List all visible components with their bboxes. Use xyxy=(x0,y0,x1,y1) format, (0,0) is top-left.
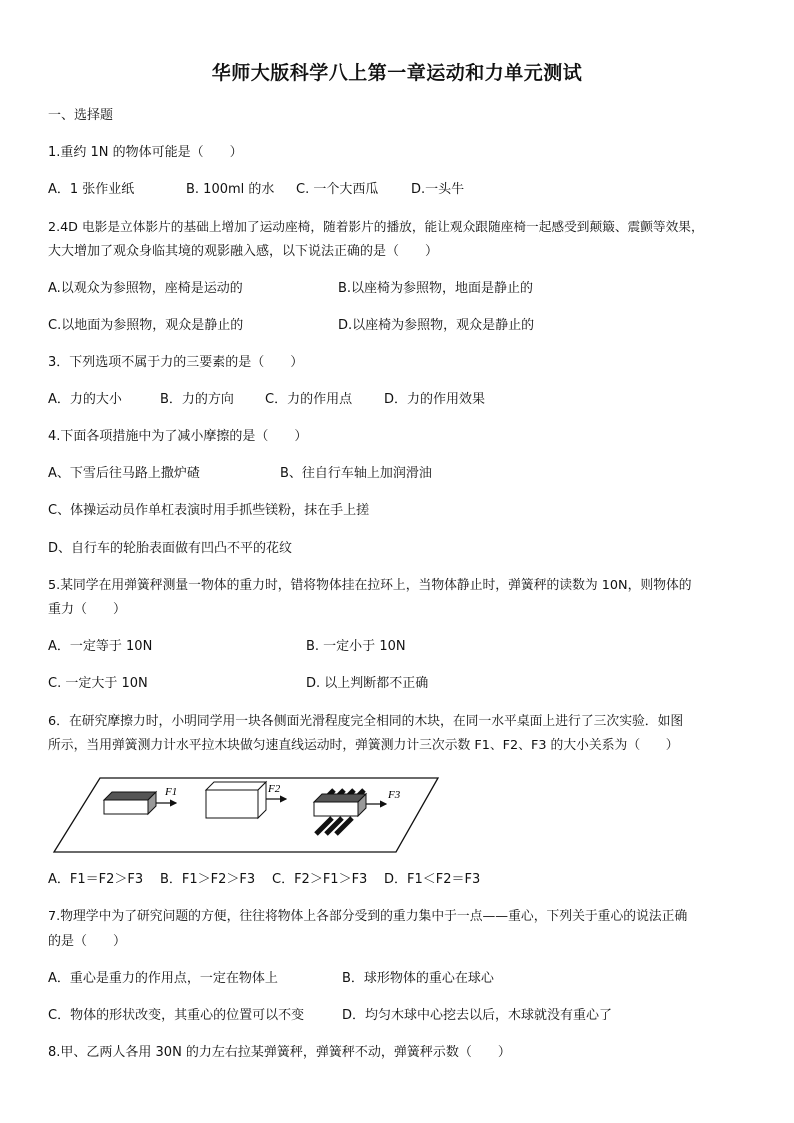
force-label-f1: F1 xyxy=(165,786,178,798)
force-label-f2: F2 xyxy=(268,783,281,795)
question-5-option-a: A．一定等于 10N xyxy=(48,639,153,654)
question-2-stem-line-1: 2.4D 电影是立体影片的基础上增加了运动座椅，随着影片的播放，能让观众跟随座椅一起感受到颠簸、震颤等效果， xyxy=(48,219,704,234)
question-5-option-d: D. 以上判断都不正确 xyxy=(306,676,429,691)
question-6-option-c: C．F2＞F1＞F3 xyxy=(272,872,368,887)
question-7-option-a: A．重心是重力的作用点，一定在物体上 xyxy=(48,971,278,986)
question-5-stem-line-2: 重力（ ） xyxy=(48,602,127,617)
question-3-option-b: B．力的方向 xyxy=(160,392,234,407)
question-5-option-c: C. 一定大于 10N xyxy=(48,676,148,691)
question-1-option-c: C. 一个大西瓜 xyxy=(296,182,379,197)
question-1-option-b: B. 100ml 的水 xyxy=(186,182,275,197)
question-1-option-a: A．1 张作业纸 xyxy=(48,182,135,197)
wood-block-2 xyxy=(206,782,266,818)
question-2-option-b: B.以座椅为参照物，地面是静止的 xyxy=(338,281,534,296)
question-4-option-a: A、下雪后往马路上撒炉碴 xyxy=(48,466,200,481)
question-6-option-b: B．F1＞F2＞F3 xyxy=(160,872,256,887)
question-7-option-d: D．均匀木球中心挖去以后，木球就没有重心了 xyxy=(342,1008,613,1023)
question-6-option-a: A．F1＝F2＞F3 xyxy=(48,872,144,887)
question-6-stem-line-1: 6．在研究摩擦力时，小明同学用一块各侧面光滑程度完全相同的木块，在同一水平桌面上进行了三次实验．如图 xyxy=(48,714,684,729)
force-label-f3: F3 xyxy=(388,789,401,801)
question-4-option-b: B、往自行车轴上加润滑油 xyxy=(280,466,432,481)
section-heading: 一、选择题 xyxy=(48,108,114,123)
question-3-option-a: A．力的大小 xyxy=(48,392,122,407)
question-5-stem-line-1: 5.某同学在用弹簧秤测量一物体的重力时，错将物体挂在拉环上，当物体静止时，弹簧秤的读数为 10N，则物体的 xyxy=(48,578,692,593)
friction-experiment-figure xyxy=(52,772,452,858)
question-2-option-c: C.以地面为参照物，观众是静止的 xyxy=(48,318,244,333)
wood-block-1 xyxy=(104,792,156,814)
question-7-option-c: C．物体的形状改变，其重心的位置可以不变 xyxy=(48,1008,305,1023)
question-2-option-a: A.以观众为参照物，座椅是运动的 xyxy=(48,281,243,296)
question-5-option-b: B. 一定小于 10N xyxy=(306,639,406,654)
question-3-stem: 3．下列选项不属于力的三要素的是（ ） xyxy=(48,355,304,370)
question-3-option-c: C．力的作用点 xyxy=(265,392,353,407)
question-8-stem: 8.甲、乙两人各用 30N 的力左右拉某弹簧秤，弹簧秤不动，弹簧秤示数（ ） xyxy=(48,1045,511,1060)
question-4-stem: 4.下面各项措施中为了减小摩擦的是（ ） xyxy=(48,429,308,444)
question-1-option-d: D.一头牛 xyxy=(411,182,465,197)
question-7-stem-line-1: 7.物理学中为了研究问题的方便，往往将物体上各部分受到的重力集中于一点——重心，下列关于重心的说法正确 xyxy=(48,909,688,924)
wood-block-3 xyxy=(314,794,366,816)
question-6-stem-line-2: 所示，当用弹簧测力计水平拉木块做匀速直线运动时，弹簧测力计三次示数 F1、F2、F3 的大小关系为（ ） xyxy=(48,738,679,753)
question-3-option-d: D．力的作用效果 xyxy=(384,392,486,407)
question-4-option-c: C、体操运动员作单杠表演时用手抓些镁粉，抹在手上搓 xyxy=(48,503,370,518)
question-2-option-d: D.以座椅为参照物，观众是静止的 xyxy=(338,318,535,333)
question-2-stem-line-2: 大大增加了观众身临其境的观影融入感，以下说法正确的是（ ） xyxy=(48,244,439,259)
question-7-stem-line-2: 的是（ ） xyxy=(48,934,127,949)
question-6-option-d: D．F1＜F2＝F3 xyxy=(384,872,481,887)
question-7-option-b: B．球形物体的重心在球心 xyxy=(342,971,494,986)
question-1-stem: 1.重约 1N 的物体可能是（ ） xyxy=(48,145,243,160)
question-4-option-d: D、自行车的轮胎表面做有凹凸不平的花纹 xyxy=(48,541,293,556)
page-title: 华师大版科学八上第一章运动和力单元测试 xyxy=(211,62,583,84)
